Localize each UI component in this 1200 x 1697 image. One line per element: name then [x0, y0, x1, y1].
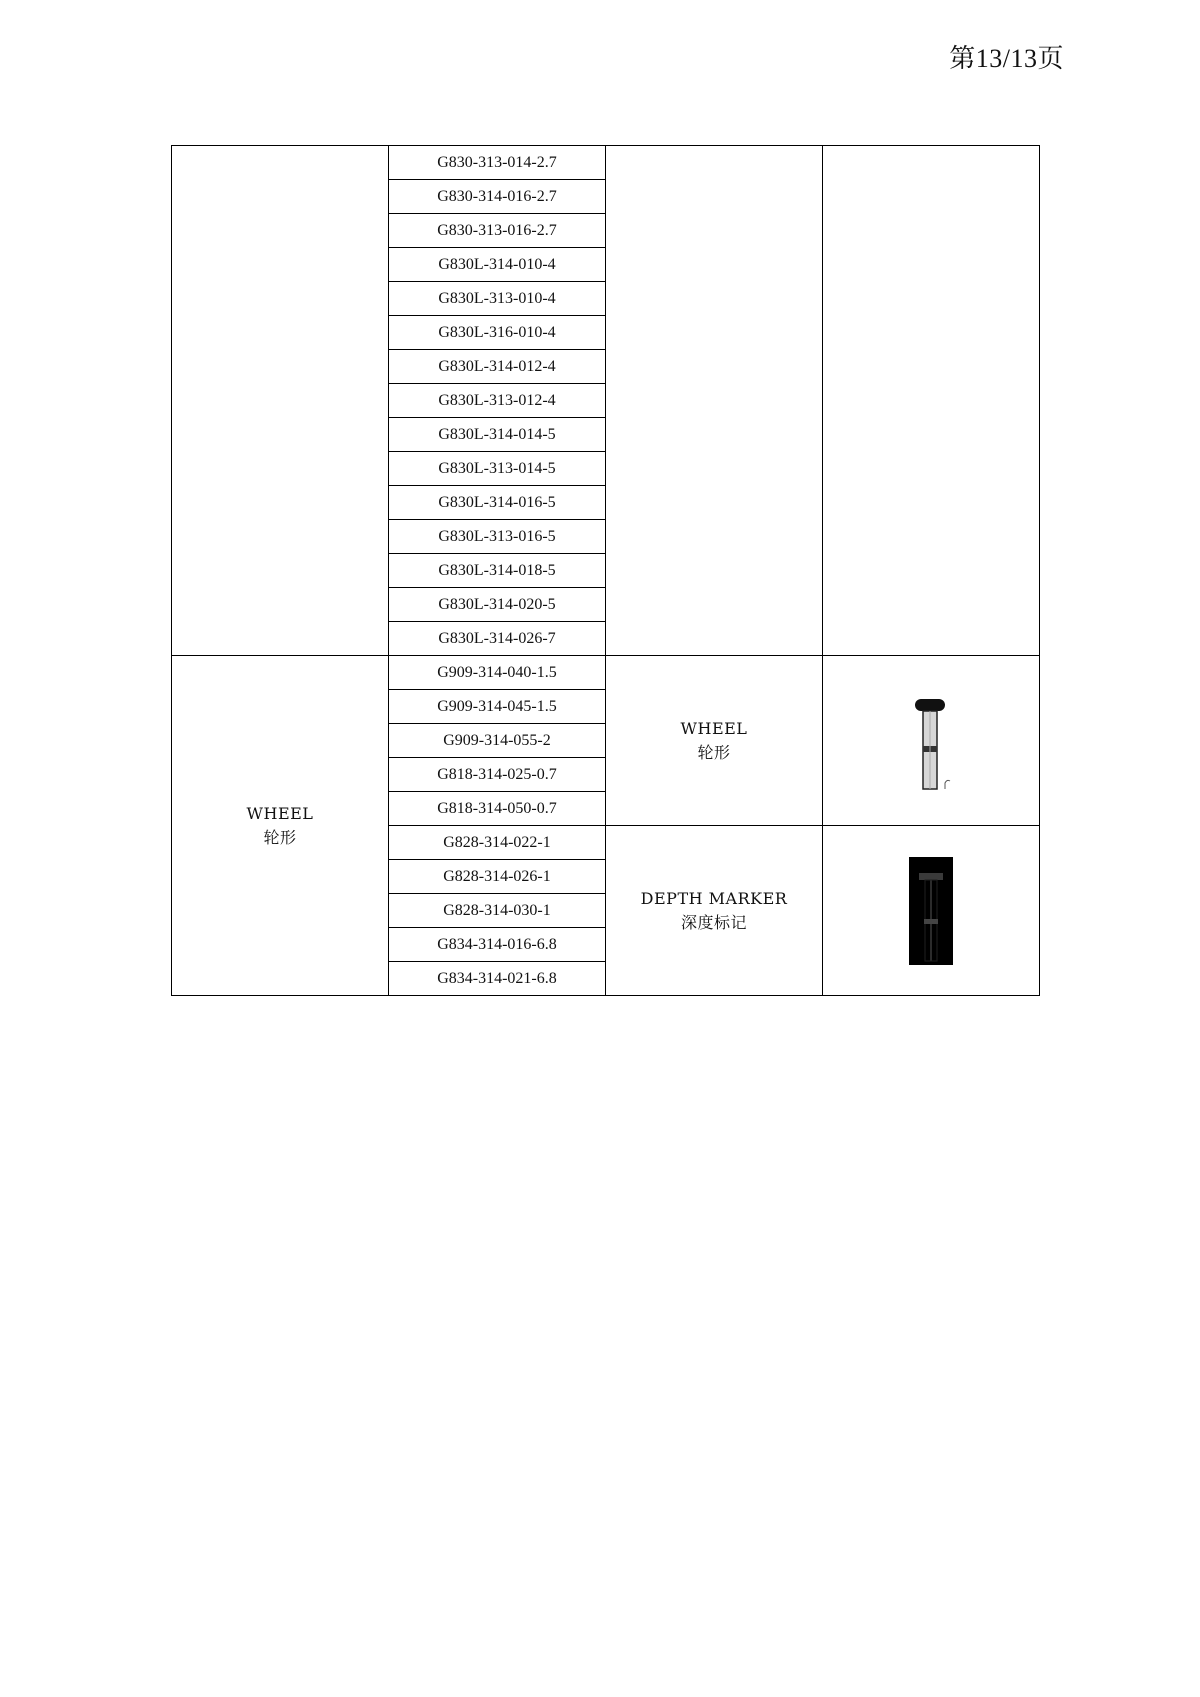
image-cell-empty	[823, 146, 1040, 656]
page-number: 第13/13页	[949, 44, 1064, 73]
product-code: G828-314-022-1	[389, 826, 606, 860]
product-code: G830-313-014-2.7	[389, 146, 606, 180]
type-name-en: DEPTH MARKER	[640, 888, 788, 908]
product-code: G830L-314-018-5	[389, 554, 606, 588]
table-row	[172, 656, 1040, 690]
product-code: G830L-314-020-5	[389, 588, 606, 622]
depth-marker-bur-icon	[909, 857, 953, 965]
type-cell-depth-marker	[606, 826, 823, 996]
product-code: G830L-316-010-4	[389, 316, 606, 350]
product-code: G909-314-040-1.5	[389, 656, 606, 690]
product-code: G830L-313-010-4	[389, 282, 606, 316]
product-code: G830-313-016-2.7	[389, 214, 606, 248]
product-code: G830L-314-016-5	[389, 486, 606, 520]
product-code: G830L-313-012-4	[389, 384, 606, 418]
type-cell-empty	[606, 146, 823, 656]
product-code: G830L-314-014-5	[389, 418, 606, 452]
image-cell-wheel	[823, 656, 1040, 826]
product-code: G834-314-021-6.8	[389, 962, 606, 996]
product-code: G818-314-050-0.7	[389, 792, 606, 826]
product-code: G830L-313-014-5	[389, 452, 606, 486]
type-name-cn: 轮形	[697, 742, 731, 762]
product-code: G830L-313-016-5	[389, 520, 606, 554]
product-code: G834-314-016-6.8	[389, 928, 606, 962]
table-row	[172, 146, 1040, 180]
type-name-cn: 深度标记	[680, 912, 747, 932]
type-cell-wheel	[606, 656, 823, 826]
category-cell	[172, 656, 389, 996]
product-code: G830L-314-026-7	[389, 622, 606, 656]
product-code: G909-314-045-1.5	[389, 690, 606, 724]
wheel-bur-icon	[901, 691, 961, 791]
product-code: G828-314-030-1	[389, 894, 606, 928]
category-cell-empty	[172, 146, 389, 656]
product-code: G830L-314-012-4	[389, 350, 606, 384]
product-code: G828-314-026-1	[389, 860, 606, 894]
product-spec-table	[171, 145, 1040, 996]
product-code: G830-314-016-2.7	[389, 180, 606, 214]
product-code: G818-314-025-0.7	[389, 758, 606, 792]
image-cell-depth-marker	[823, 826, 1040, 996]
category-name-en: WHEEL	[246, 803, 314, 823]
category-name-cn: 轮形	[263, 827, 297, 847]
type-name-en: WHEEL	[680, 718, 748, 738]
product-code: G830L-314-010-4	[389, 248, 606, 282]
product-code: G909-314-055-2	[389, 724, 606, 758]
